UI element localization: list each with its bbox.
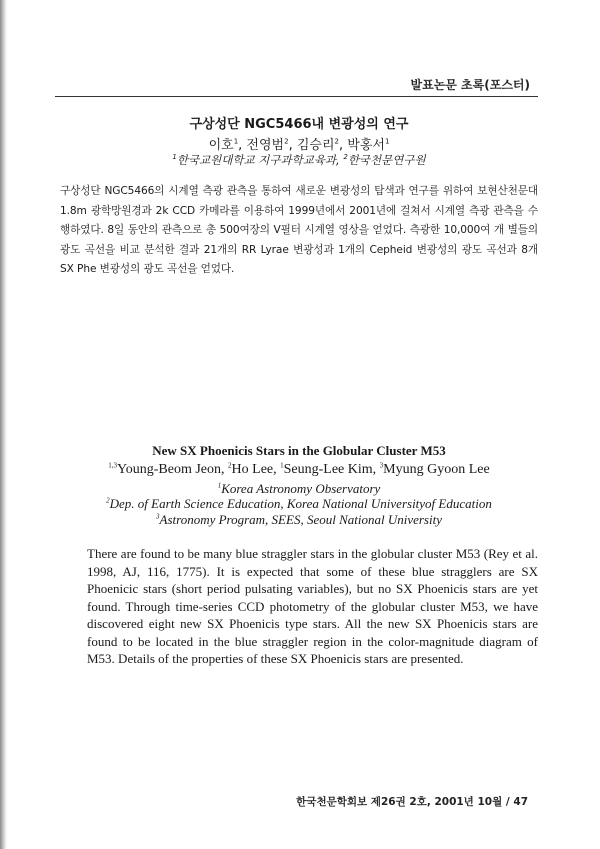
affil-sup: 2	[106, 496, 110, 505]
english-affiliation-1	[60, 481, 538, 497]
affiliation: 한국교원대학교 지구과학교육과	[176, 153, 337, 167]
scan-edge-shadow	[0, 0, 7, 849]
author-name: Young-Beom Jeon	[117, 462, 222, 477]
affil-sup: 2	[343, 153, 348, 162]
author-name: Myung Gyoon Lee	[383, 462, 490, 477]
page-header	[0, 70, 600, 94]
author-sup: 2	[228, 461, 232, 470]
author-sup: 2	[334, 137, 339, 146]
header-rule	[55, 96, 538, 97]
author-sup: 1	[233, 137, 239, 146]
author-name: 이호	[208, 138, 234, 153]
korean-affiliations: $^1$한국교원대학교 지구과학교육과, $^2$한국천문연구원	[172, 153, 426, 167]
affiliation: Dep. of Earth Science Education, Korea National Universityof Education	[109, 496, 492, 511]
author-sup: 1	[384, 137, 390, 146]
author-sup: 2	[284, 137, 289, 146]
korean-abstract: 구상성단 NGC5466의 시계열 측광 관측을 통하여 새로운 변광성의 탐색과 연구를 위하여 보현산천문대 1.8m 광학망원경과 2k CCD 카메라를 이용하여 1999년에서 2001년에 걸쳐서 시계열 측광 관측을 수행하였다. 8일 동안의 관측으로 총 500여장의 V필터 시계열 영상을 얻었다. 측광한 10,000여 개 별들의 광도 곡선을 비교 분석한 결과 21개의 RR Lyrae 변광성과 1개의 Cepheid 변광성의 광도 곡선과 8개 SX Phe 변광성의 광도 곡선을 얻었다.	[60, 185, 538, 275]
english-affiliation-2	[60, 496, 538, 512]
english-affiliation-3	[60, 512, 538, 528]
english-abstract: There are found to be many blue straggler stars in the globular cluster M53 (Rey et al. 1998, AJ, 116, 1775). It is expected that some of these blue stragglers are SX Phoenicic stars (short period pulsating variables), but no SX Phoenicis stars are yet found. Through time-series CCD photometry of the globular cluster M53, we have discovered eight new SX Phoenicis type stars. All the new SX Phoenicis stars are found to be located in the blue straggler region in the color-magnitude diagram of M53. Details of the properties of these SX Phoenicis stars are presented.	[87, 546, 538, 666]
author-sup: 3	[379, 461, 384, 470]
author-name: Ho Lee	[231, 462, 274, 477]
affil-sup: 3	[156, 512, 160, 521]
english-authors: $^{1,3}$Young-Beom Jeon, $^2$Ho Lee, $^1$Seung-Lee Kim, $^3$Myung Gyoon Lee	[108, 461, 490, 477]
english-title: New SX Phoenicis Stars in the Globular Cluster M53	[152, 443, 446, 458]
author-name: 박홍서	[347, 138, 385, 153]
korean-authors: 이호$^1$, 전영범$^2$, 김승리$^2$, 박홍서$^1$	[208, 137, 390, 153]
author-name: 전영범	[246, 138, 285, 153]
affiliation: Korea Astronomy Observatory	[221, 481, 381, 496]
author-sup: 1	[280, 461, 284, 470]
author-sup: 1,3	[108, 461, 118, 470]
section-label: 발표논문 초록(포스터)	[410, 78, 530, 92]
affiliation: Astronomy Program, SEES, Seoul National University	[159, 512, 442, 527]
affil-sup: 1	[172, 153, 177, 162]
korean-title: 구상성단 NGC5466내 변광성의 연구	[189, 117, 409, 132]
author-name: 김승리	[296, 138, 335, 153]
author-name: Seung-Lee Kim	[283, 462, 373, 477]
affiliation: 한국천문연구원	[347, 153, 426, 167]
affil-sup: 1	[217, 481, 222, 490]
page-footer-citation: 한국천문학회보 제26권 2호, 2001년 10월 / 47	[296, 796, 528, 808]
